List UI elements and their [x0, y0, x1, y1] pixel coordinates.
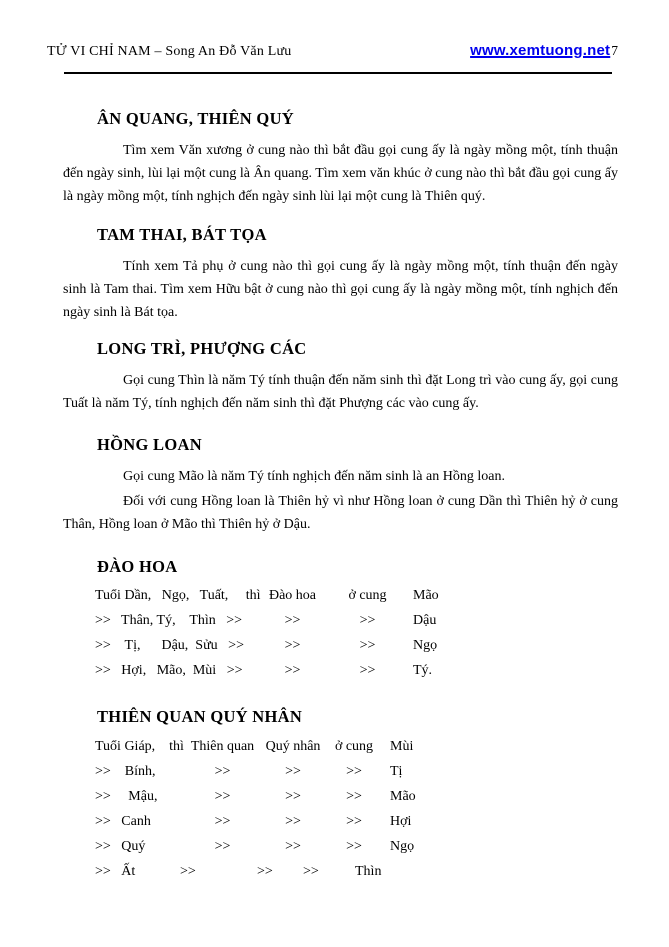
table-row [95, 784, 618, 809]
table-cell: >> [284, 613, 301, 628]
section-heading: THIÊN QUAN QUÝ NHÂN [97, 707, 303, 726]
section-thien-quan-quy-nhan [63, 706, 618, 884]
table-cell: Tuổi Dần, Ngọ, Tuất, thì [95, 588, 261, 603]
thien-quan-table [95, 734, 618, 884]
paragraph: Tìm xem Văn xương ở cung nào thì bắt đầu gọi cung ấy là ngày mồng một, tính thuận đến ngày sinh, lùi lại một cung là Ân quang. Tìm xem văn khúc ở cung nào thì bắt đầu gọi cung ấy là ngày mồng một, tính nghịch đến ngày sinh lùi lại một cung là Thiên quý. [63, 143, 618, 204]
section-heading: ÂN QUANG, THIÊN QUÝ [97, 109, 294, 128]
table-cell: >> [303, 864, 319, 879]
table-cell: >> [257, 864, 273, 879]
page-number: 7 [611, 43, 618, 58]
table-cell: Quý nhân [265, 739, 321, 754]
paragraph: Đối với cung Hồng loan là Thiên hỷ vì như Hồng loan ở cung Dần thì Thiên hỷ ở cung Thân, Hồng loan ở Mão thì Thiên hỷ ở Dậu. [63, 494, 618, 532]
table-cell: >> [284, 638, 301, 653]
table-cell: Dậu [413, 613, 437, 628]
table-cell: >> [359, 638, 376, 653]
table-row [95, 658, 618, 683]
table-cell: >> Hợi, Mão, Mùi >> [95, 663, 243, 678]
table-cell: >> [180, 864, 196, 879]
table-cell: Tuổi Giáp, thì [95, 739, 184, 754]
paragraph: Gọi cung Mão là năm Tý tính nghịch đến năm sinh là an Hồng loan. [123, 469, 505, 484]
section-heading: HỒNG LOAN [97, 435, 202, 454]
table-cell: ở cung [348, 588, 387, 603]
table-row [95, 583, 618, 608]
section-heading: ĐÀO HOA [97, 557, 178, 576]
section-heading: LONG TRÌ, PHƯỢNG CÁC [97, 339, 307, 358]
table-cell: Ngọ [390, 839, 415, 854]
table-row [95, 759, 618, 784]
table-cell: Hợi [390, 814, 412, 829]
table-cell: >> [285, 764, 301, 779]
table-cell: Tị [390, 764, 403, 779]
table-cell: >> [346, 839, 362, 854]
document-header [47, 42, 618, 60]
table-cell: >> [346, 789, 362, 804]
section-an-quang [63, 108, 618, 208]
table-row [95, 608, 618, 633]
table-cell: >> Ất [95, 864, 136, 879]
table-cell: Mùi [390, 739, 414, 754]
dao-hoa-table [95, 583, 618, 683]
header-right [470, 42, 618, 59]
website-link[interactable]: www.xemtuong.net [470, 42, 611, 59]
table-cell: ở cung [334, 739, 374, 754]
section-hong-loan [63, 434, 618, 536]
table-cell: >> Mậu, [95, 789, 158, 804]
table-cell: >> Quý [95, 839, 146, 854]
table-cell: Thiên quan [190, 739, 255, 754]
table-cell: >> [284, 663, 301, 678]
table-cell: >> Bính, [95, 764, 156, 779]
table-cell: >> [214, 839, 231, 854]
section-tam-thai [63, 224, 618, 324]
section-dao-hoa [63, 556, 618, 683]
paragraph: Tính xem Tả phụ ở cung nào thì gọi cung ấy là ngày mồng một, tính thuận đến ngày sinh là Tam thai. Tìm xem Hữu bật ở cung nào thì gọi cung ấy là ngày mồng một, tính nghịch đến ngày sinh là Bát tọa. [63, 259, 618, 320]
table-cell: >> [346, 764, 362, 779]
section-heading: TAM THAI, BÁT TỌA [97, 225, 267, 244]
table-cell: >> [359, 663, 376, 678]
table-cell: >> [346, 814, 362, 829]
table-cell: Tý. [413, 663, 433, 678]
table-row [95, 859, 618, 884]
table-row [95, 633, 618, 658]
divider-rule [64, 72, 612, 74]
table-cell: >> [214, 814, 231, 829]
table-cell: >> Thân, Tý, Thìn >> [95, 613, 243, 628]
table-cell: >> [285, 839, 301, 854]
header-title: TỬ VI CHỈ NAM – Song An Đỗ Văn Lưu [47, 44, 292, 59]
table-row [95, 834, 618, 859]
table-cell: Thìn [355, 864, 382, 879]
table-cell: >> [285, 789, 301, 804]
paragraph: Gọi cung Thìn là năm Tý tính thuận đến năm sinh thì đặt Long trì vào cung ấy, gọi cung Tuất là năm Tý, tính nghịch đến năm sinh thì đặt Phượng các vào cung ấy. [63, 373, 618, 411]
table-cell: >> [214, 789, 231, 804]
table-row [95, 809, 618, 834]
table-row [95, 734, 618, 759]
table-cell: >> Canh [95, 814, 151, 829]
table-cell: Mão [390, 789, 416, 804]
table-cell: Ngọ [413, 638, 438, 653]
table-cell: Mão [413, 588, 439, 603]
section-long-tri [63, 338, 618, 415]
table-cell: >> [359, 613, 376, 628]
table-cell: Đào hoa [268, 588, 317, 603]
table-cell: >> [285, 814, 301, 829]
table-cell: >> [214, 764, 231, 779]
table-cell: >> Tị, Dậu, Sửu >> [95, 638, 244, 653]
